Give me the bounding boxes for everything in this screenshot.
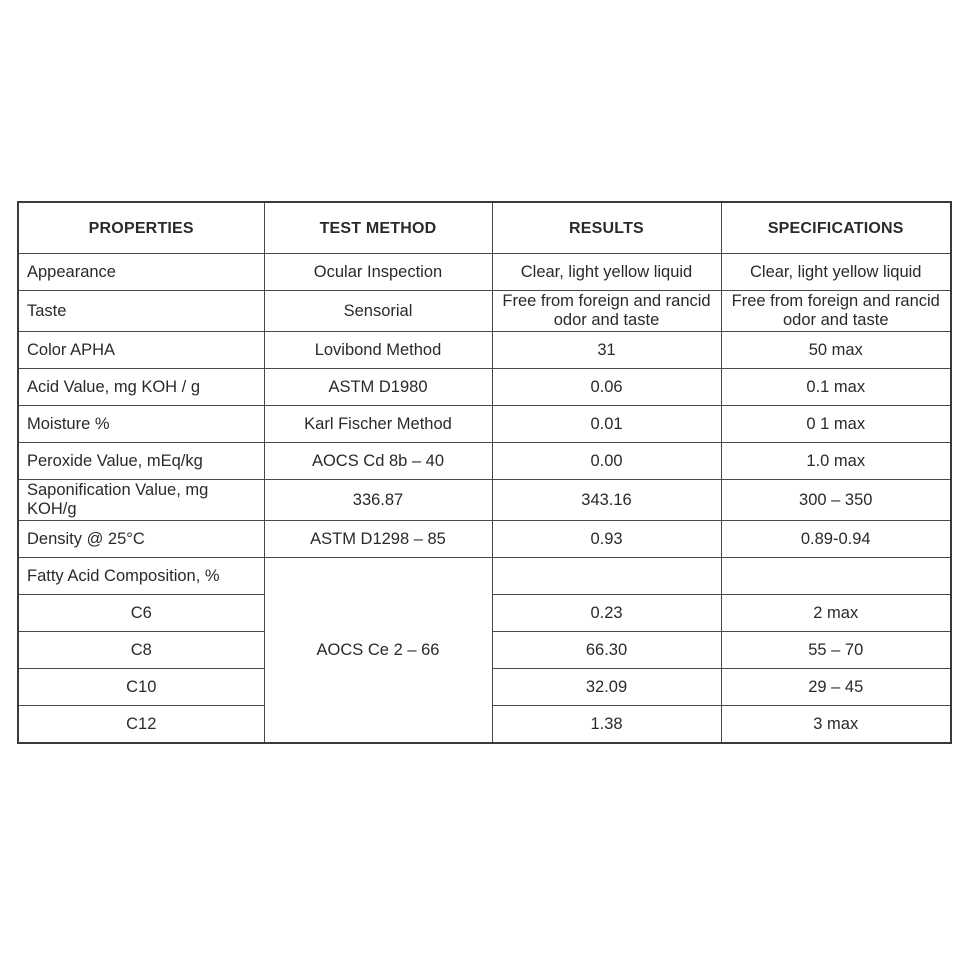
table-row: [18, 443, 951, 480]
fatty-acid-header-row: [18, 558, 951, 595]
result-cell: Free from foreign and rancid odor and taste: [492, 291, 721, 332]
spec-cell: Clear, light yellow liquid: [721, 254, 951, 291]
spec-cell: 29 – 45: [721, 669, 951, 706]
spec-cell: 50 max: [721, 332, 951, 369]
result-cell: 0.01: [492, 406, 721, 443]
method-cell: 336.87: [264, 480, 492, 521]
result-cell: 0.06: [492, 369, 721, 406]
method-cell: Karl Fischer Method: [264, 406, 492, 443]
specification-table: [17, 201, 952, 744]
result-cell-empty: [492, 558, 721, 595]
table-row: [18, 406, 951, 443]
header-results: RESULTS: [492, 202, 721, 254]
property-cell: Density @ 25°C: [18, 521, 264, 558]
property-cell: Moisture %: [18, 406, 264, 443]
fatty-acid-method-cell: AOCS Ce 2 – 66: [264, 558, 492, 744]
table-row: [18, 254, 951, 291]
result-cell: 32.09: [492, 669, 721, 706]
property-cell: Appearance: [18, 254, 264, 291]
component-cell: C10: [18, 669, 264, 706]
result-cell: 343.16: [492, 480, 721, 521]
result-cell: 1.38: [492, 706, 721, 744]
spec-cell-empty: [721, 558, 951, 595]
header-test-method: TEST METHOD: [264, 202, 492, 254]
method-cell: Lovibond Method: [264, 332, 492, 369]
result-cell: 66.30: [492, 632, 721, 669]
spec-cell: 1.0 max: [721, 443, 951, 480]
property-cell: Saponification Value, mg KOH/g: [18, 480, 264, 521]
spec-cell: 55 – 70: [721, 632, 951, 669]
property-cell: Peroxide Value, mEq/kg: [18, 443, 264, 480]
header-properties: PROPERTIES: [18, 202, 264, 254]
specification-sheet: [17, 201, 950, 744]
spec-cell: 0 1 max: [721, 406, 951, 443]
component-cell: C12: [18, 706, 264, 744]
spec-cell: 300 – 350: [721, 480, 951, 521]
header-row: [18, 202, 951, 254]
result-cell: 0.23: [492, 595, 721, 632]
result-cell: Clear, light yellow liquid: [492, 254, 721, 291]
result-cell: 0.00: [492, 443, 721, 480]
spec-cell: 0.89-0.94: [721, 521, 951, 558]
spec-cell: 3 max: [721, 706, 951, 744]
component-cell: C6: [18, 595, 264, 632]
method-cell: ASTM D1980: [264, 369, 492, 406]
method-cell: Ocular Inspection: [264, 254, 492, 291]
spec-cell: Free from foreign and rancid odor and taste: [721, 291, 951, 332]
component-cell: C8: [18, 632, 264, 669]
result-cell: 31: [492, 332, 721, 369]
table-row: [18, 291, 951, 332]
header-specifications: SPECIFICATIONS: [721, 202, 951, 254]
table-row: [18, 332, 951, 369]
table-row: [18, 521, 951, 558]
property-cell: Color APHA: [18, 332, 264, 369]
property-cell: Taste: [18, 291, 264, 332]
spec-cell: 0.1 max: [721, 369, 951, 406]
property-cell: Acid Value, mg KOH / g: [18, 369, 264, 406]
method-cell: AOCS Cd 8b – 40: [264, 443, 492, 480]
result-cell: 0.93: [492, 521, 721, 558]
method-cell: Sensorial: [264, 291, 492, 332]
table-row: [18, 480, 951, 521]
fatty-acid-label: Fatty Acid Composition, %: [18, 558, 264, 595]
method-cell: ASTM D1298 – 85: [264, 521, 492, 558]
spec-cell: 2 max: [721, 595, 951, 632]
table-row: [18, 369, 951, 406]
